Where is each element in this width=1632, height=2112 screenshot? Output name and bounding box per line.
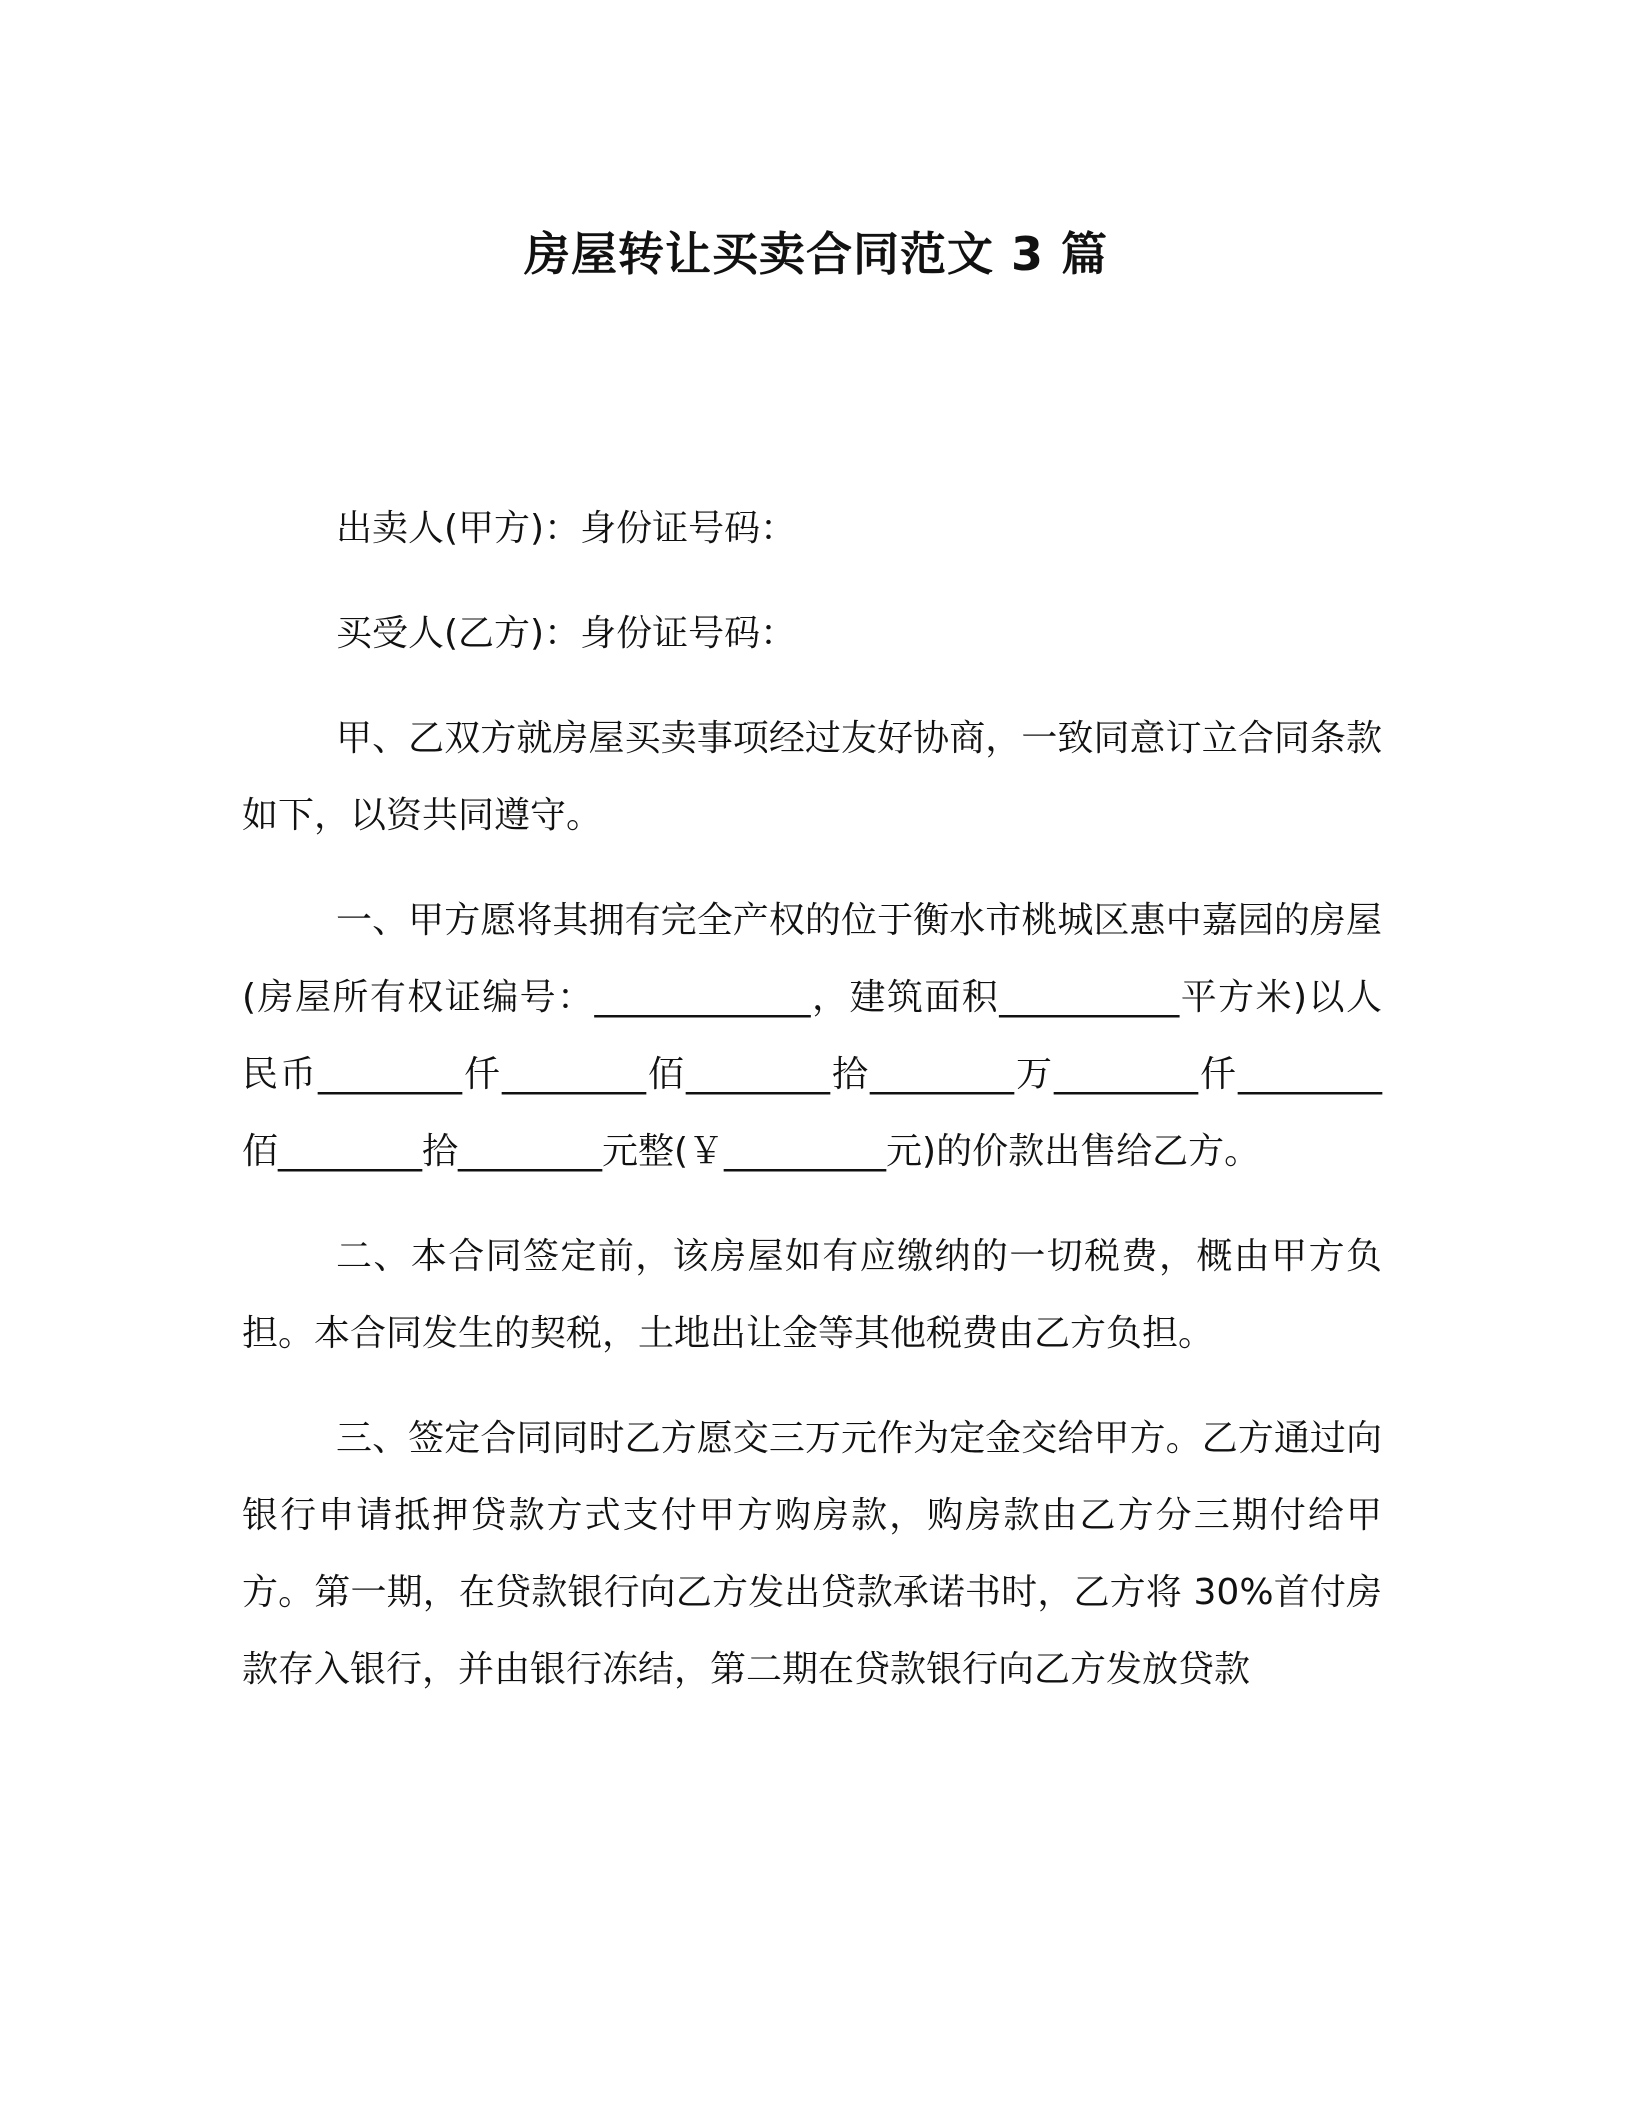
seller-line: 出卖人(甲方)：身份证号码： — [336, 508, 797, 549]
document-body — [242, 490, 1382, 1736]
intro-paragraph: 甲、乙双方就房屋买卖事项经过友好协商，一致同意订立合同条款如下，以资共同遵守。 — [242, 718, 1382, 836]
document-title: 房屋转让买卖合同范文 3 篇 — [523, 227, 1109, 281]
clause-1-paragraph: 一、甲方愿将其拥有完全产权的位于衡水市桃城区惠中嘉园的房屋(房屋所有权证编号：____________，建筑面积__________平方米)以人民币________仟________佰________拾________万________仟________佰________拾________元整(￥_________元)的价款出售给乙方。 — [242, 900, 1382, 1172]
clause-2-paragraph: 二、本合同签定前，该房屋如有应缴纳的一切税费，概由甲方负担。本合同发生的契税，土地出让金等其他税费由乙方负担。 — [242, 1236, 1382, 1354]
buyer-line: 买受人(乙方)：身份证号码： — [336, 613, 797, 654]
clause-3-paragraph: 三、签定合同同时乙方愿交三万元作为定金交给甲方。乙方通过向银行申请抵押贷款方式支付甲方购房款，购房款由乙方分三期付给甲方。第一期，在贷款银行向乙方发出贷款承诺书时，乙方将 30%首付房款存入银行，并由银行冻结，第二期在贷款银行向乙方发放贷款 — [242, 1418, 1382, 1690]
